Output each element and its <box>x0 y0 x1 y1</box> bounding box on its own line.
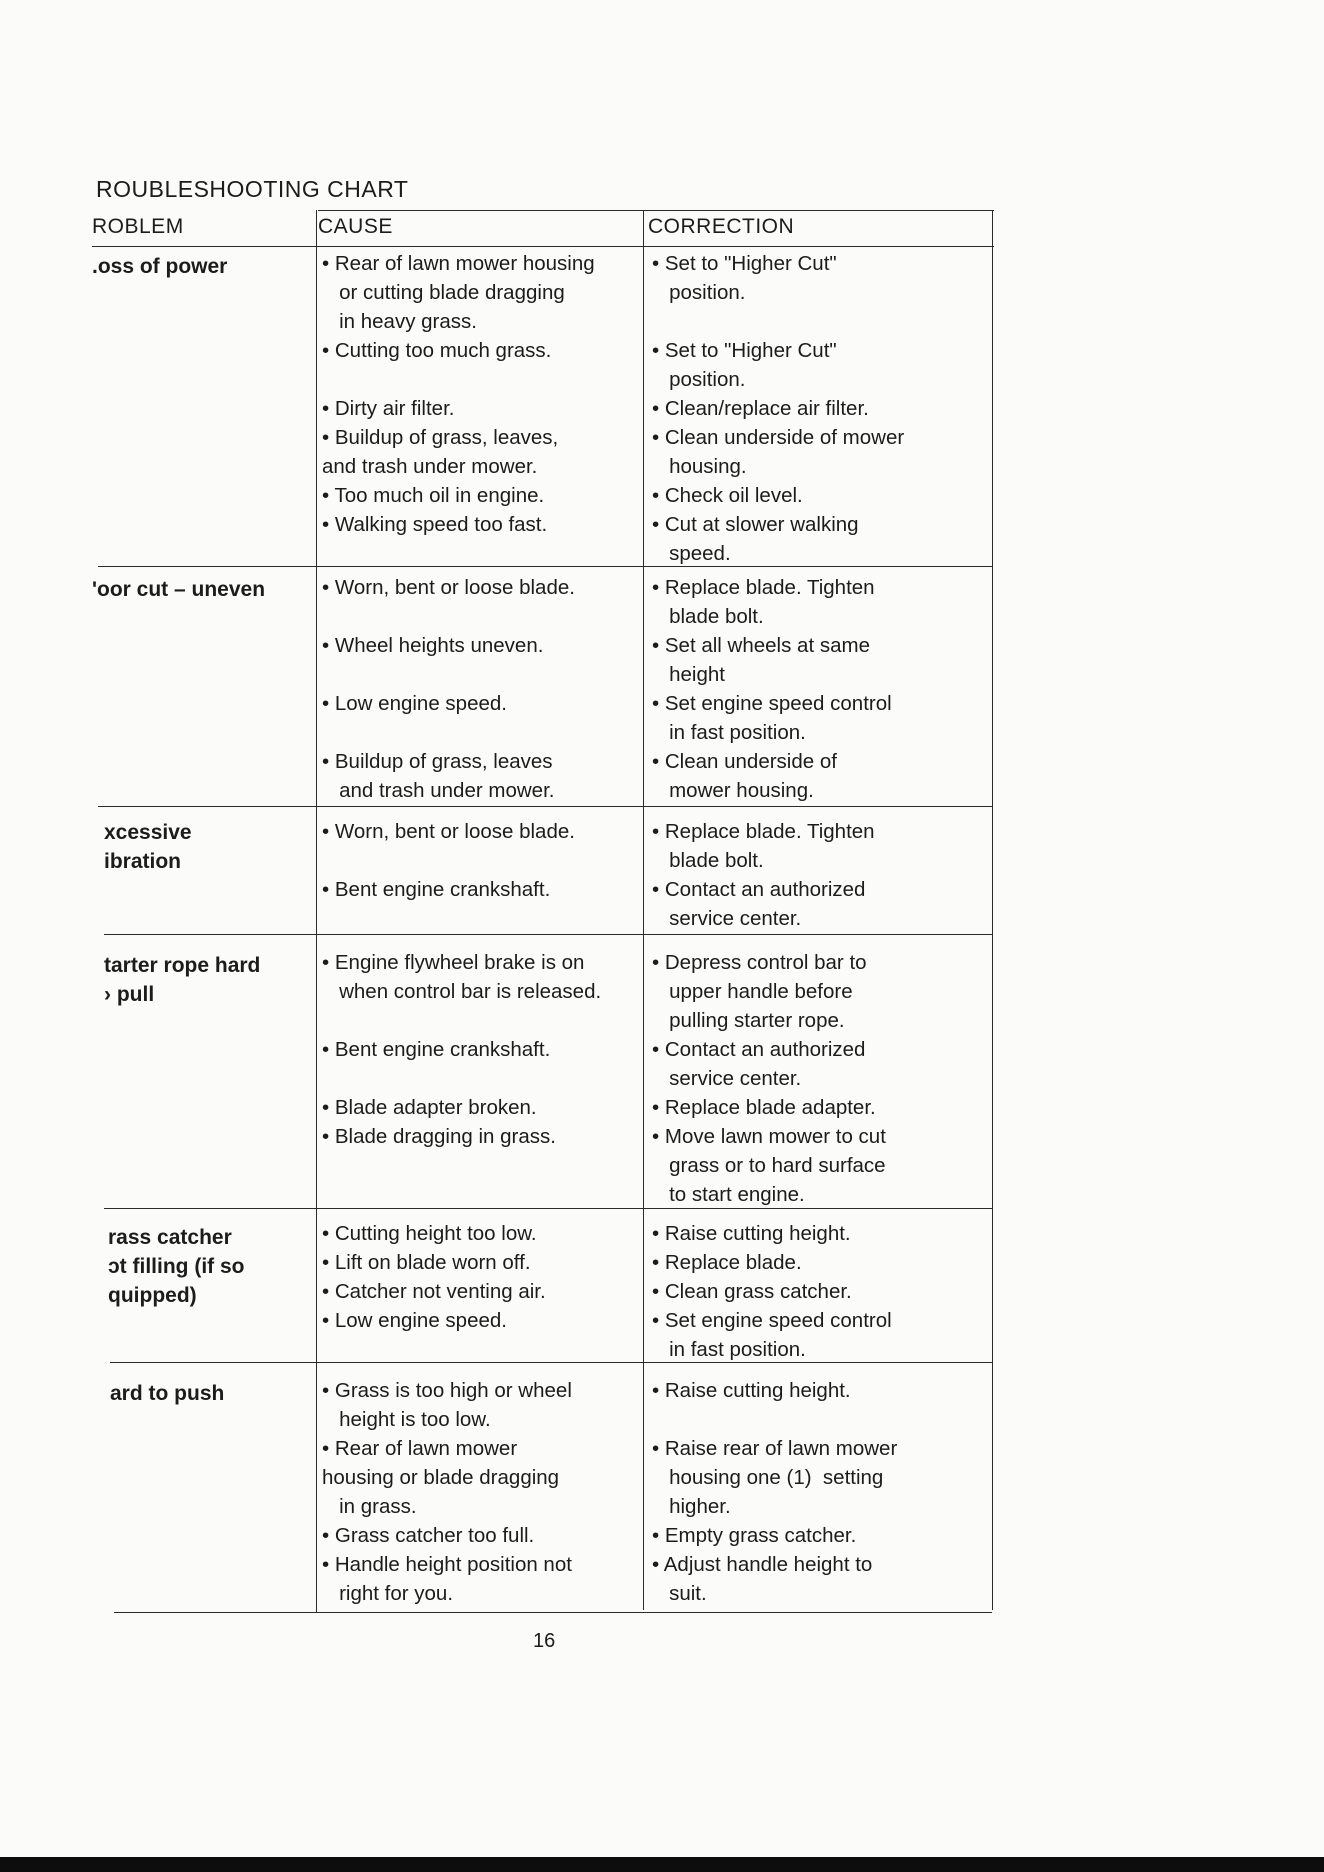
cause-column-border <box>316 210 317 1612</box>
header-cause: CAUSE <box>318 215 393 238</box>
correction-text: • Raise cutting height. • Raise rear of lawn mower housing one (1) setting higher. • Empty grass catcher. • Adjust handle height to suit. <box>652 1379 898 1605</box>
row-divider <box>98 806 992 807</box>
header-divider <box>92 246 994 247</box>
cause-text: • Worn, bent or loose blade. • Wheel heights uneven. • Low engine speed. • Buildup of grass, leaves and trash under mower. <box>322 576 575 802</box>
correction-text: • Replace blade. Tighten blade bolt. • Contact an authorized service center. <box>652 820 875 930</box>
problem-label: ard to push <box>110 1382 225 1405</box>
scan-bottom-edge <box>0 1857 1324 1872</box>
correction-column-border <box>643 210 644 1610</box>
problem-label: rass catcher ɔt filling (if so quipped) <box>108 1226 245 1307</box>
problem-label: tarter rope hard › pull <box>104 954 261 1006</box>
problem-label: xcessive ibration <box>104 821 192 873</box>
header-problem: ROBLEM <box>92 215 184 238</box>
correction-text: • Replace blade. Tighten blade bolt. • Set all wheels at same height • Set engine speed control in fast position. • Clean underside of mower housing. <box>652 576 892 802</box>
table-top-border <box>318 210 994 211</box>
cause-text: • Engine flywheel brake is on when control bar is released. • Bent engine crankshaft. • Blade adapter broken. • Blade dragging in grass. <box>322 951 602 1148</box>
chart-title: ROUBLESHOOTING CHART <box>96 176 409 202</box>
right-border <box>992 210 993 1610</box>
correction-text: • Raise cutting height. • Replace blade. • Clean grass catcher. • Set engine speed control in fast position. <box>652 1222 892 1361</box>
cause-text: • Worn, bent or loose blade. • Bent engine crankshaft. <box>322 820 575 901</box>
cause-text: • Rear of lawn mower housing or cutting blade dragging in heavy grass. • Cutting too much grass. • Dirty air filter. • Buildup of grass, leaves, and trash under mower. • Too much oil in engine. • Walking speed too fast. <box>322 252 595 536</box>
table-bottom-border <box>114 1612 992 1613</box>
cause-text: • Grass is too high or wheel height is too low. • Rear of lawn mower housing or blade dragging in grass. • Grass catcher too full. • Handle height position not right for you. <box>322 1379 572 1605</box>
page-number: 16 <box>533 1630 556 1652</box>
correction-text: • Set to "Higher Cut" position. • Set to "Higher Cut" position. • Clean/replace air filter. • Clean underside of mower housing. • Check oil level. • Cut at slower walking speed. <box>652 252 905 565</box>
row-divider <box>104 934 992 935</box>
header-correction: CORRECTION <box>648 215 795 238</box>
correction-text: • Depress control bar to upper handle before pulling starter rope. • Contact an authorized service center. • Replace blade adapter. • Move lawn mower to cut grass or to hard surface to start engine. <box>652 951 886 1206</box>
problem-label: .oss of power <box>92 255 228 278</box>
problem-label: 'oor cut – uneven <box>92 578 266 601</box>
cause-text: • Cutting height too low. • Lift on blade worn off. • Catcher not venting air. • Low engine speed. <box>322 1222 546 1332</box>
